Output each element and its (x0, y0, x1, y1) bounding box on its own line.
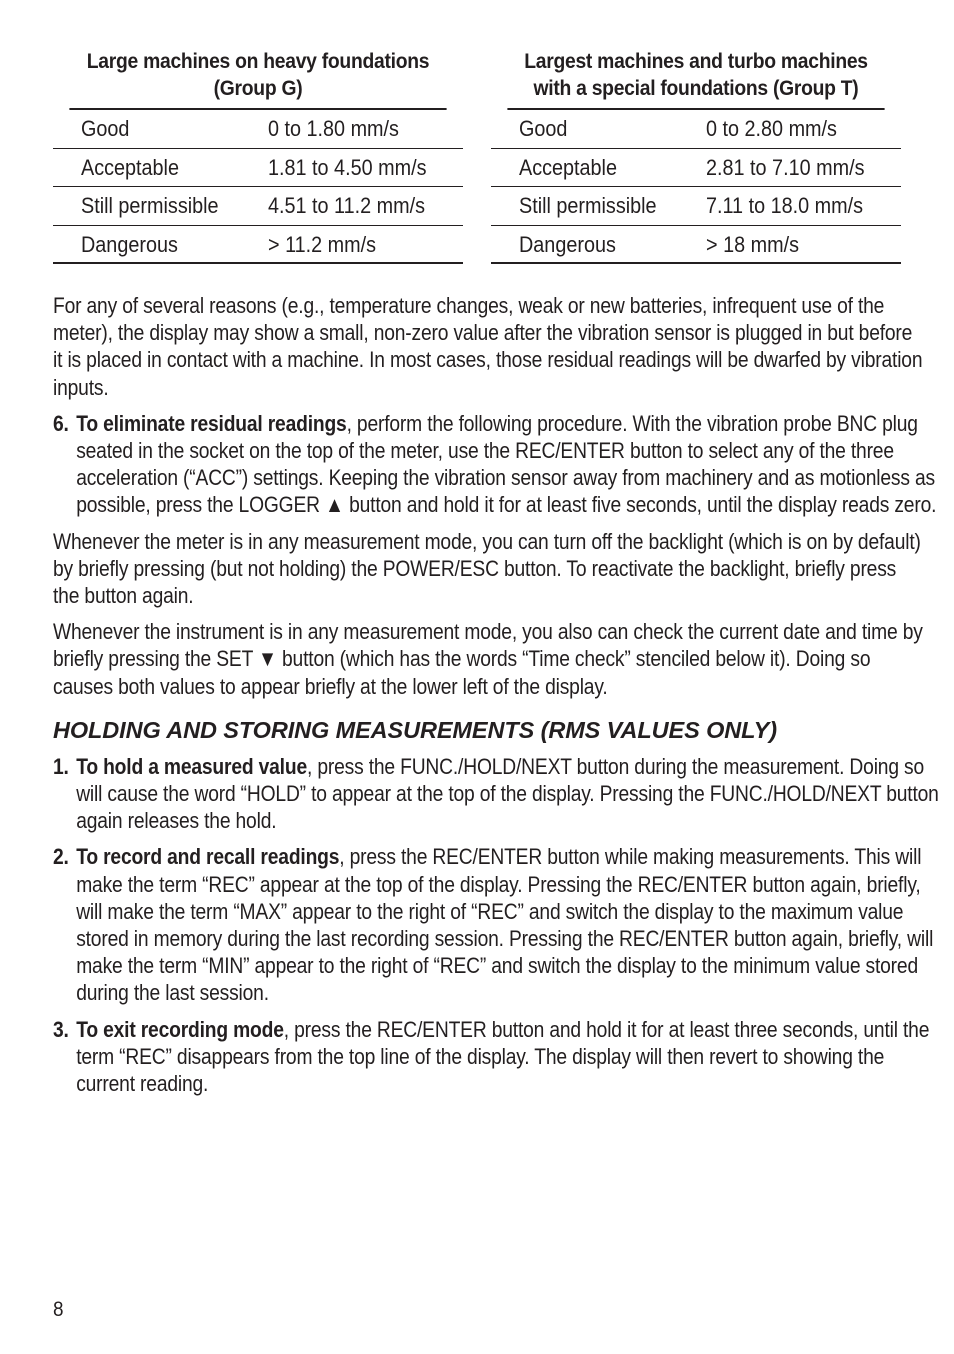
step-number: 1. (53, 753, 69, 779)
list-item (53, 1016, 946, 1098)
step-text: , perform the following procedure. With the vibration probe BNC plug seated in the socket on the top of the meter, use the REC/ENTER button to select any of the three acceleration (“ACC”) settings. Keeping the vibration sensor away from machinery and as motionless as possible, press the LOGGER ▲ button and hold it for at least five seconds, until the display reads zero. (76, 410, 937, 518)
severity-label: Good (519, 116, 568, 141)
velocity-range: 0 to 1.80 mm/s (268, 116, 399, 141)
step-number: 2. (53, 844, 69, 870)
table-row (53, 149, 463, 188)
paragraph-datetime: Whenever the instrument is in any measurement mode, you also can check the current date and time by briefly pressing the SET ▼ button (which has the words “Time check” stenciled below it). Doing so causes both values to appear briefly at the lower left of the display. (53, 619, 923, 699)
table-title (507, 48, 884, 110)
severity-label: Acceptable (519, 154, 617, 180)
step-lead: To exit recording mode (76, 1016, 284, 1042)
table-row (491, 226, 901, 265)
velocity-range: 1.81 to 4.50 mm/s (268, 154, 427, 180)
table-row (491, 187, 901, 226)
section-heading: HOLDING AND STORING MEASUREMENTS (RMS VALUES ONLY) (53, 716, 777, 743)
list-item (53, 753, 946, 835)
severity-label: Acceptable (81, 154, 179, 180)
step-text: , press the REC/ENTER button and hold it for at least three seconds, until the term “REC” disappears from the top line of the display. The display will then revert to showing the current reading. (76, 1016, 930, 1097)
table-group-t (491, 48, 901, 264)
table-title-line: Largest machines and turbo machines (524, 50, 868, 73)
step-6 (53, 410, 946, 519)
table-title-line: Large machines on heavy foundations (86, 50, 430, 73)
step-lead: To record and recall readings (76, 844, 340, 870)
velocity-range: 7.11 to 18.0 mm/s (706, 193, 864, 218)
step-number: 3. (53, 1016, 69, 1042)
table-title-line: with a special foundations (Group T) (533, 77, 859, 100)
severity-label: Good (81, 116, 130, 141)
page-number: 8 (53, 1298, 64, 1321)
body-text (53, 292, 939, 1106)
velocity-range: 2.81 to 7.10 mm/s (706, 154, 865, 180)
severity-label: Dangerous (519, 231, 616, 257)
table-row (491, 110, 901, 149)
table-title-line: (Group G) (213, 77, 303, 100)
step-number: 6. (53, 410, 69, 436)
paragraph-backlight: Whenever the meter is in any measurement mode, you can turn off the backlight (which is on by default) by briefly pressing (but not holding) the POWER/ESC button. To reactivate the backlight, briefly press the button again. (53, 528, 921, 609)
severity-label: Still permissible (519, 193, 657, 218)
velocity-range: 4.51 to 11.2 mm/s (268, 193, 426, 218)
vibration-tables (53, 48, 901, 268)
paragraph-residual: For any of several reasons (e.g., temperature changes, weak or new batteries, infrequent use of the meter), the display may show a small, non-zero value after the vibration sensor is plugged in but before it is placed in contact with a machine. In most cases, those residual readings will be dwarfed by vibration inputs. (53, 293, 923, 400)
velocity-range: > 18 mm/s (706, 231, 799, 257)
table-row (53, 110, 463, 149)
step-text: , press the REC/ENTER button while making measurements. This will make the term “REC” appear at the top of the display. Pressing the REC/ENTER button again, briefly, will make the term “MAX” appear to the right of “REC” and switch the display to the maximum value stored in memory during the last recording session. Pressing the REC/ENTER button again, briefly, will make the term “MIN” appear to the right of “REC” and switch the display to the minimum value stored during the last session. (76, 844, 934, 1006)
step-lead: To hold a measured value (76, 753, 307, 779)
table-row (53, 226, 463, 265)
severity-label: Dangerous (81, 231, 178, 257)
step-lead: To eliminate residual readings (76, 410, 347, 436)
severity-label: Still permissible (81, 193, 219, 218)
step-text: , press the FUNC./HOLD/NEXT button during the measurement. Doing so will cause the word “HOLD” to appear at the top of the display. Pressing the FUNC./HOLD/NEXT button again releases the hold. (76, 753, 939, 834)
table-title (69, 48, 446, 110)
table-group-g (53, 48, 463, 264)
velocity-range: > 11.2 mm/s (268, 231, 377, 257)
table-row (53, 187, 463, 226)
table-row (491, 149, 901, 188)
list-item (53, 843, 946, 1006)
velocity-range: 0 to 2.80 mm/s (706, 116, 837, 141)
